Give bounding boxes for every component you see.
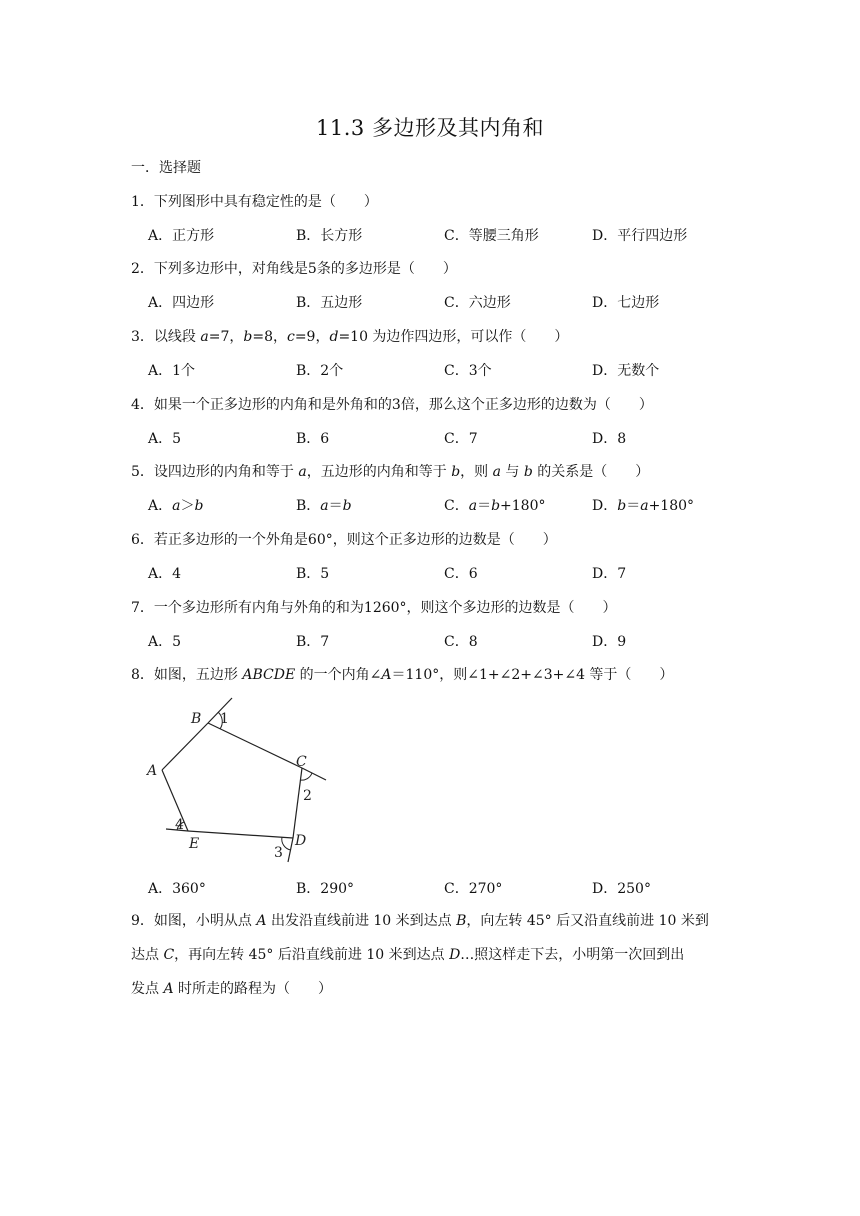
- question-9-line-2: [131, 938, 741, 972]
- question-5-options: [148, 495, 748, 515]
- stem-text: 与: [500, 464, 524, 480]
- stem-text: =10 为边作四边形，可以作（ ）: [338, 329, 569, 345]
- stem-text: =9，: [294, 329, 330, 345]
- option-b: B．五边形: [296, 295, 363, 311]
- question-4-options: [148, 428, 748, 448]
- option-c: C．270°: [444, 881, 503, 897]
- variable: A: [381, 667, 392, 683]
- section-heading: 一．选择题: [131, 160, 201, 176]
- option-b: [296, 495, 352, 515]
- stem-text: 的一个内角∠: [295, 667, 382, 683]
- question-9: [131, 904, 741, 1006]
- option-c: C．8: [444, 634, 478, 650]
- edge-cd: [293, 768, 302, 838]
- question-stem: 一个多边形所有内角与外角的和为1260°，则这个多边形的边数是（ ）: [153, 600, 617, 616]
- pentagon-figure: [140, 692, 340, 867]
- variable: ABCDE: [242, 667, 296, 683]
- option-a: A．360°: [148, 881, 206, 897]
- variable: c: [286, 329, 295, 345]
- vertex-label-e: E: [189, 836, 200, 852]
- option-c: C．7: [444, 431, 478, 447]
- variable: A: [256, 913, 267, 929]
- angle-label-1: 1: [220, 711, 229, 727]
- question-2-options: [148, 292, 748, 312]
- question-9-line-1: [131, 904, 741, 938]
- vertex-label-c: C: [296, 754, 307, 770]
- variable: A: [163, 981, 174, 997]
- stem-text: 以线段: [153, 329, 201, 345]
- vertex-label-b: B: [191, 711, 202, 727]
- option-letter: D．: [592, 498, 618, 514]
- option-b: B．7: [296, 634, 330, 650]
- question-8-options: [148, 878, 748, 898]
- angle-label-4: 4: [175, 817, 184, 833]
- option-a: A．5: [148, 431, 182, 447]
- question-stem: 下列图形中具有稳定性的是（ ）: [153, 194, 378, 210]
- variable: a: [298, 464, 307, 480]
- stem-text: …照这样走下去，小明第一次回到出: [460, 947, 685, 963]
- option-c: [444, 495, 546, 515]
- question-5: [131, 461, 649, 481]
- option-a: A．5: [148, 634, 182, 650]
- question-1-options: [148, 225, 748, 245]
- variable: b: [194, 498, 204, 514]
- variable: C: [163, 947, 175, 963]
- option-letter: B．: [296, 498, 321, 514]
- question-1: [131, 191, 378, 211]
- question-number: 3．: [131, 329, 154, 345]
- question-6: [131, 529, 557, 549]
- stem-text: 如图，五边形: [153, 667, 243, 683]
- option-c: C．六边形: [444, 295, 511, 311]
- stem-text: 达点: [131, 947, 164, 963]
- question-4: [131, 394, 653, 414]
- question-number: 4．: [131, 397, 154, 413]
- question-7: [131, 597, 617, 617]
- option-d: D．7: [592, 566, 627, 582]
- stem-text: =8，: [252, 329, 287, 345]
- question-stem: [154, 464, 649, 480]
- option-letter: A．: [148, 498, 173, 514]
- variable: a: [468, 498, 478, 514]
- option-d: D．8: [592, 431, 627, 447]
- option-d: D．9: [592, 634, 627, 650]
- variable: a: [320, 498, 329, 514]
- question-2: [131, 258, 457, 278]
- option-b: B．290°: [296, 881, 355, 897]
- variable: b: [243, 329, 253, 345]
- variable: b: [491, 498, 501, 514]
- variable: D: [449, 947, 461, 963]
- operator: ＝: [328, 498, 343, 514]
- operator: ＝: [626, 498, 641, 514]
- stem-text: 如图，小明从点: [153, 913, 257, 929]
- option-c: C．6: [444, 566, 478, 582]
- question-6-options: [148, 563, 748, 583]
- option-d: D．七边形: [592, 295, 660, 311]
- variable: a: [640, 498, 649, 514]
- stem-text: 的关系是（ ）: [532, 464, 650, 480]
- edge-de: [188, 831, 293, 838]
- stem-text: 设四边形的内角和等于: [153, 464, 299, 480]
- variable: d: [329, 329, 339, 345]
- question-9-line-3: [131, 972, 741, 1006]
- question-stem: 若正多边形的一个外角是60°，则这个正多边形的边数是（ ）: [153, 532, 557, 548]
- question-stem: [154, 329, 569, 345]
- stem-text: =7，: [208, 329, 244, 345]
- variable: b: [342, 498, 352, 514]
- page-title: 11.3 多边形及其内角和: [316, 116, 544, 140]
- question-stem: 如果一个正多边形的内角和是外角和的3倍，那么这个正多边形的边数为（ ）: [153, 397, 653, 413]
- option-d: D．250°: [592, 881, 651, 897]
- option-d: D．无数个: [592, 363, 660, 379]
- option-b: B．6: [296, 431, 330, 447]
- question-number: 8．: [131, 667, 154, 683]
- question-number: 5．: [131, 464, 154, 480]
- stem-text: ，再向左转 45° 后沿直线前进 10 米到达点: [174, 947, 450, 963]
- option-a: A．四边形: [148, 295, 215, 311]
- option-a: A．正方形: [148, 228, 215, 244]
- stem-text: ，向左转 45° 后又沿直线前进 10 米到: [466, 913, 709, 929]
- question-3: [131, 326, 568, 346]
- stem-text: 出发沿直线前进 10 米到达点: [266, 913, 457, 929]
- variable: b: [617, 498, 627, 514]
- option-c: C．3个: [444, 363, 492, 379]
- angle-3-arc: [282, 837, 291, 850]
- question-number: 6．: [131, 532, 154, 548]
- stem-text: ，则: [460, 464, 493, 480]
- variable: a: [492, 464, 501, 480]
- question-8: [131, 664, 673, 684]
- question-number: 1．: [131, 194, 154, 210]
- question-stem: [154, 667, 674, 683]
- option-a: A．1个: [148, 363, 196, 379]
- variable: a: [172, 498, 181, 514]
- option-b: B．2个: [296, 363, 344, 379]
- operator: ＞: [180, 498, 195, 514]
- question-3-options: [148, 360, 748, 380]
- option-d: D．平行四边形: [592, 228, 688, 244]
- option-tail: +180°: [648, 498, 695, 514]
- option-a: A．4: [148, 566, 182, 582]
- angle-label-2: 2: [303, 788, 312, 804]
- question-number: 9．: [131, 913, 154, 929]
- variable: b: [523, 464, 533, 480]
- option-b: B．5: [296, 566, 330, 582]
- edge-bc: [208, 723, 302, 768]
- vertex-label-a: A: [147, 763, 158, 779]
- operator: ＝: [477, 498, 492, 514]
- option-a: [148, 495, 203, 515]
- option-tail: +180°: [500, 498, 546, 514]
- stem-text: ，五边形的内角和等于: [306, 464, 452, 480]
- option-b: B．长方形: [296, 228, 363, 244]
- question-7-options: [148, 631, 748, 651]
- angle-label-3: 3: [274, 845, 283, 861]
- vertex-label-d: D: [295, 833, 307, 849]
- stem-text: 时所走的路程为（ ）: [173, 981, 333, 997]
- edge-ab: [162, 723, 208, 770]
- variable: a: [200, 329, 209, 345]
- variable: B: [456, 913, 467, 929]
- question-number: 7．: [131, 600, 154, 616]
- option-letter: C．: [444, 498, 469, 514]
- question-stem: 下列多边形中，对角线是5条的多边形是（ ）: [153, 261, 457, 277]
- option-d: [592, 495, 694, 515]
- option-c: C．等腰三角形: [444, 228, 539, 244]
- stem-text: ＝110°，则∠1+∠2+∠3+∠4 等于（ ）: [391, 667, 674, 683]
- question-number: 2．: [131, 261, 154, 277]
- stem-text: 发点: [131, 981, 164, 997]
- variable: b: [451, 464, 461, 480]
